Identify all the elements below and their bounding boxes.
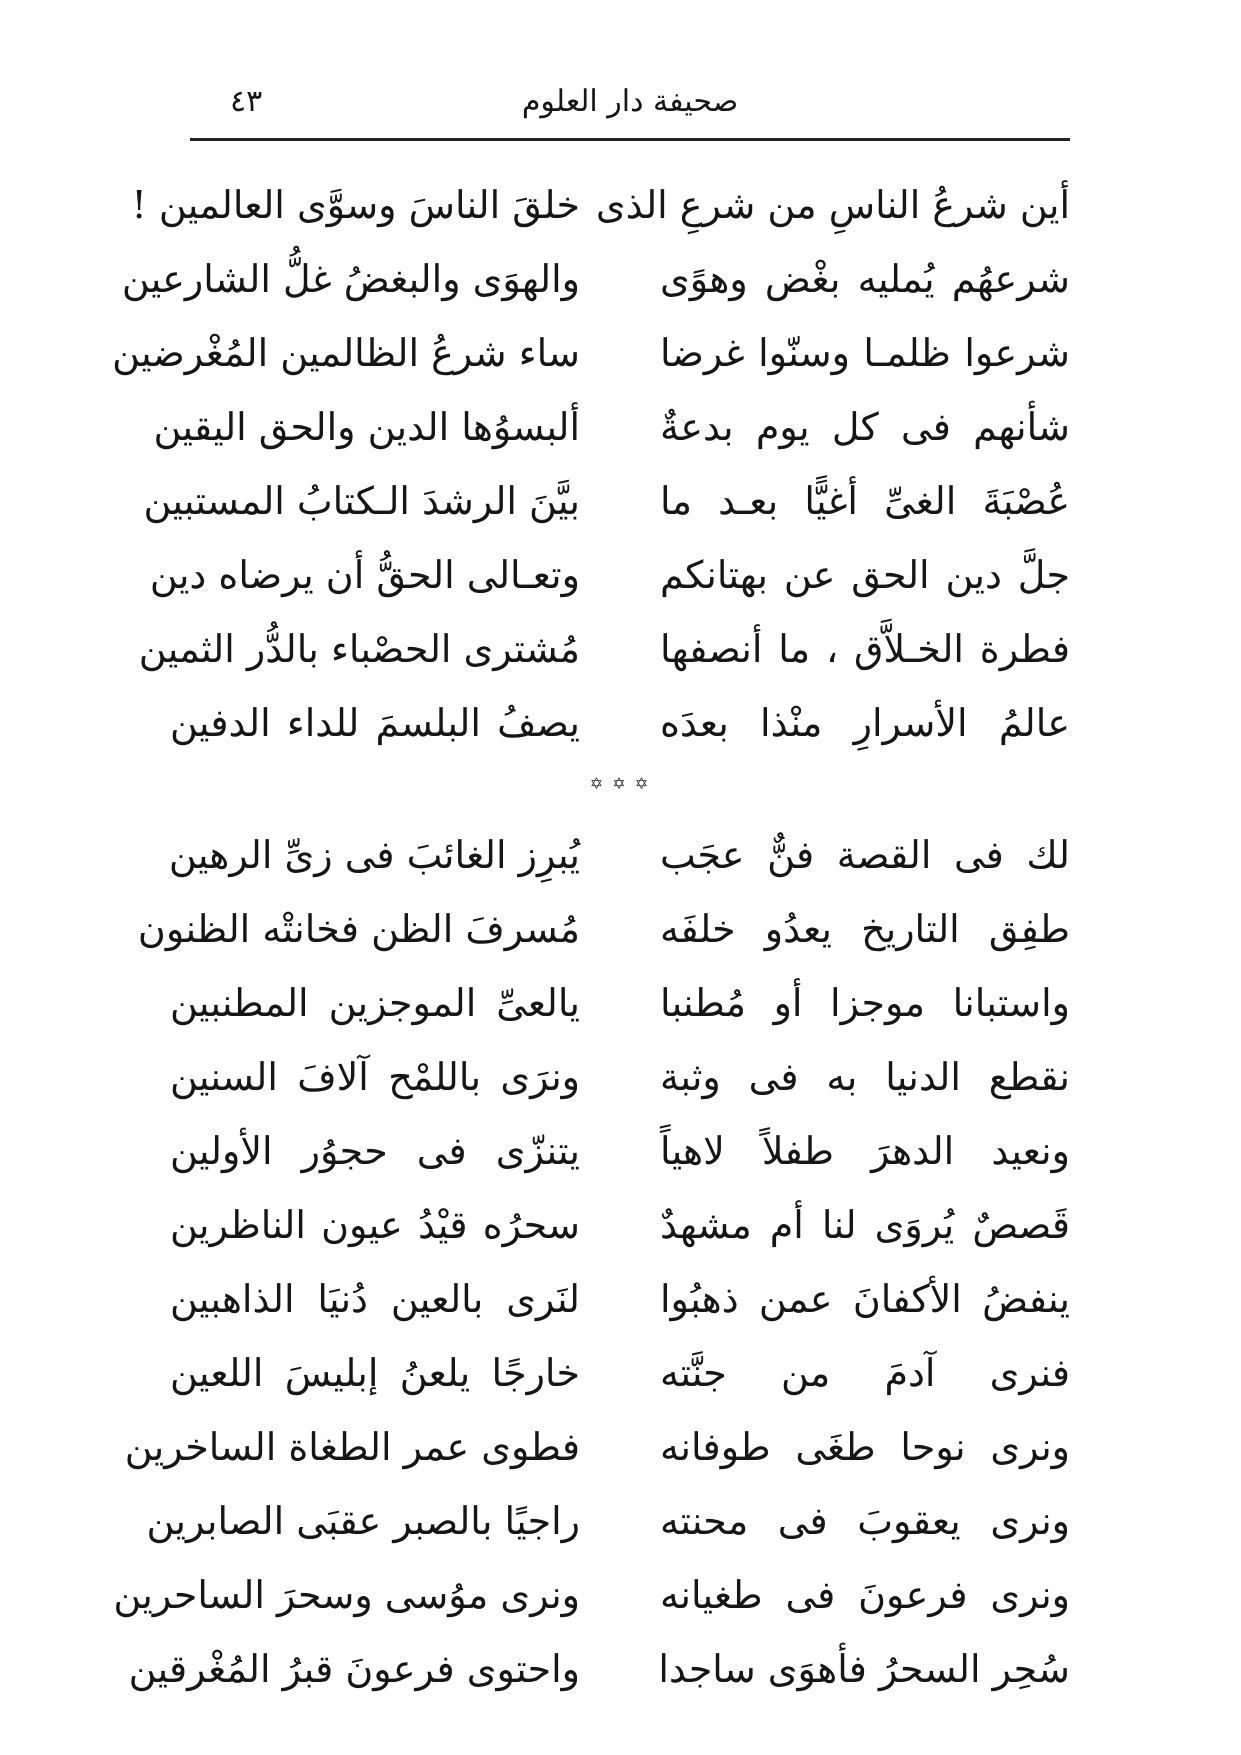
verse bbox=[143, 464, 1070, 538]
verse-second-hemistich: ونرى موُسى وسحرَ الساحرين bbox=[113, 1573, 580, 1617]
verse-second-hemistich: يصفُ البلسمَ للداء الدفين bbox=[170, 701, 580, 745]
verse-second-hemistich: سحرُه قيْدُ عيون الناظرين bbox=[170, 1203, 580, 1247]
verse-second-hemistich: وتعـالى الحقُّ أن يرضاه دين bbox=[149, 553, 580, 597]
verse bbox=[170, 1188, 1070, 1262]
verse bbox=[170, 966, 1070, 1040]
verse-first-hemistich: أين شرعُ الناسِ من شرعِ الذى bbox=[595, 183, 1070, 227]
verse-second-hemistich: راجيًا بالصبر عقبَى الصابرين bbox=[146, 1499, 580, 1543]
poem-stanza-2 bbox=[113, 818, 1070, 1706]
verse bbox=[170, 818, 1070, 892]
verse-second-hemistich: مُشترى الحصْباء بالدُّر الثمين bbox=[138, 627, 580, 671]
running-title: صحيفة دار العلوم bbox=[521, 84, 739, 119]
verse bbox=[170, 686, 1070, 760]
verse bbox=[112, 316, 1070, 390]
verse-second-hemistich: ألبسوُها الدين والحق اليقين bbox=[153, 405, 580, 449]
verse-first-hemistich: سُحِر السحرُ فأهوَى ساجدا bbox=[658, 1647, 1070, 1691]
verse-first-hemistich: شرعهُم يُمليه بغْض وهوًى bbox=[660, 257, 1070, 301]
verse bbox=[121, 242, 1070, 316]
verse-first-hemistich: شأنهم فى كل يوم بدعةٌ bbox=[660, 405, 1070, 449]
verse-first-hemistich: نقطع الدنيا به فى وثبة bbox=[660, 1055, 1070, 1099]
verse-first-hemistich: عُصْبَةَ الغىِّ أغيًّا بعـد ما bbox=[660, 479, 1070, 523]
verse-first-hemistich: ونرى فرعونَ فى طغيانه bbox=[660, 1573, 1070, 1617]
verse bbox=[128, 1632, 1070, 1706]
verse bbox=[170, 1262, 1070, 1336]
verse-second-hemistich: خارجًا يلعنُ إبليسَ اللعين bbox=[170, 1351, 580, 1395]
verse bbox=[124, 1410, 1070, 1484]
verse bbox=[170, 1114, 1070, 1188]
poem-stanza-1 bbox=[112, 168, 1070, 760]
verse-first-hemistich: ونعيد الدهرَ طفلاً لاهياً bbox=[660, 1129, 1070, 1173]
verse-first-hemistich: ونرى نوحا طغَى طوفانه bbox=[660, 1425, 1070, 1469]
verse bbox=[113, 1558, 1070, 1632]
verse-first-hemistich: طفِق التاريخ يعدُو خلفَه bbox=[660, 907, 1070, 951]
page-number: ٤٣ bbox=[230, 84, 263, 119]
verse bbox=[146, 1484, 1070, 1558]
verse-second-hemistich: مُسرفَ الظن فخانتْه الظنون bbox=[137, 907, 580, 951]
verse-first-hemistich: واستبانا موجزا أو مُطنبا bbox=[660, 981, 1070, 1025]
verse-first-hemistich: شرعوا ظلمـا وسنّوا غرضا bbox=[660, 331, 1070, 375]
verse-first-hemistich: فنرى آدمَ من جنَّته bbox=[660, 1351, 1070, 1395]
verse-first-hemistich: ينفضُ الأكفانَ عمن ذهبُوا bbox=[660, 1277, 1070, 1321]
verse-second-hemistich: والهوَى والبغضُ غلُّ الشارعين bbox=[121, 257, 580, 301]
verse-second-hemistich: ونرَى باللمْح آلافَ السنين bbox=[170, 1055, 580, 1099]
verse-second-hemistich: خلقَ الناسَ وسوَّى العالمين ! bbox=[131, 183, 580, 227]
verse-second-hemistich: لنَرى بالعين دُنيَا الذاهبين bbox=[170, 1277, 580, 1321]
verse bbox=[138, 612, 1070, 686]
section-divider-stars: ✡ ✡ ✡ bbox=[589, 774, 651, 793]
verse bbox=[170, 1336, 1070, 1410]
verse-second-hemistich: واحتوى فرعونَ قبرُ المُغْرقين bbox=[128, 1647, 580, 1691]
verse bbox=[170, 1040, 1070, 1114]
verse-second-hemistich: بيَّنَ الرشدَ الـكتابُ المستبين bbox=[143, 479, 580, 523]
verse bbox=[131, 168, 1070, 242]
verse-first-hemistich: فطرة الخـلاَّق ، ما أنصفها bbox=[660, 627, 1070, 671]
verse-first-hemistich: جلَّ دين الحق عن بهتانكم bbox=[660, 553, 1070, 597]
verse bbox=[149, 538, 1070, 612]
verse bbox=[137, 892, 1070, 966]
verse-first-hemistich: عالمُ الأسرارِ منْذا بعدَه bbox=[660, 701, 1070, 745]
verse-second-hemistich: يُبرِز الغائبَ فى زىِّ الرهين bbox=[168, 833, 580, 877]
verse-second-hemistich: فطوى عمر الطغاة الساخرين bbox=[124, 1425, 580, 1469]
page-header bbox=[190, 84, 1070, 144]
verse-first-hemistich: ونرى يعقوبَ فى محنته bbox=[660, 1499, 1070, 1543]
verse-first-hemistich: قَصصٌ يُروَى لنا أم مشهدٌ bbox=[660, 1203, 1070, 1247]
verse bbox=[153, 390, 1070, 464]
verse-second-hemistich: ساء شرعُ الظالمين المُغْرضين bbox=[112, 331, 580, 375]
verse-second-hemistich: يالعىِّ الموجزين المطنبين bbox=[170, 981, 580, 1025]
header-rule bbox=[190, 138, 1070, 141]
verse-second-hemistich: يتنزّى فى حجوُر الأولين bbox=[170, 1129, 580, 1173]
verse-first-hemistich: لك فى القصة فنٌّ عجَب bbox=[660, 833, 1070, 877]
